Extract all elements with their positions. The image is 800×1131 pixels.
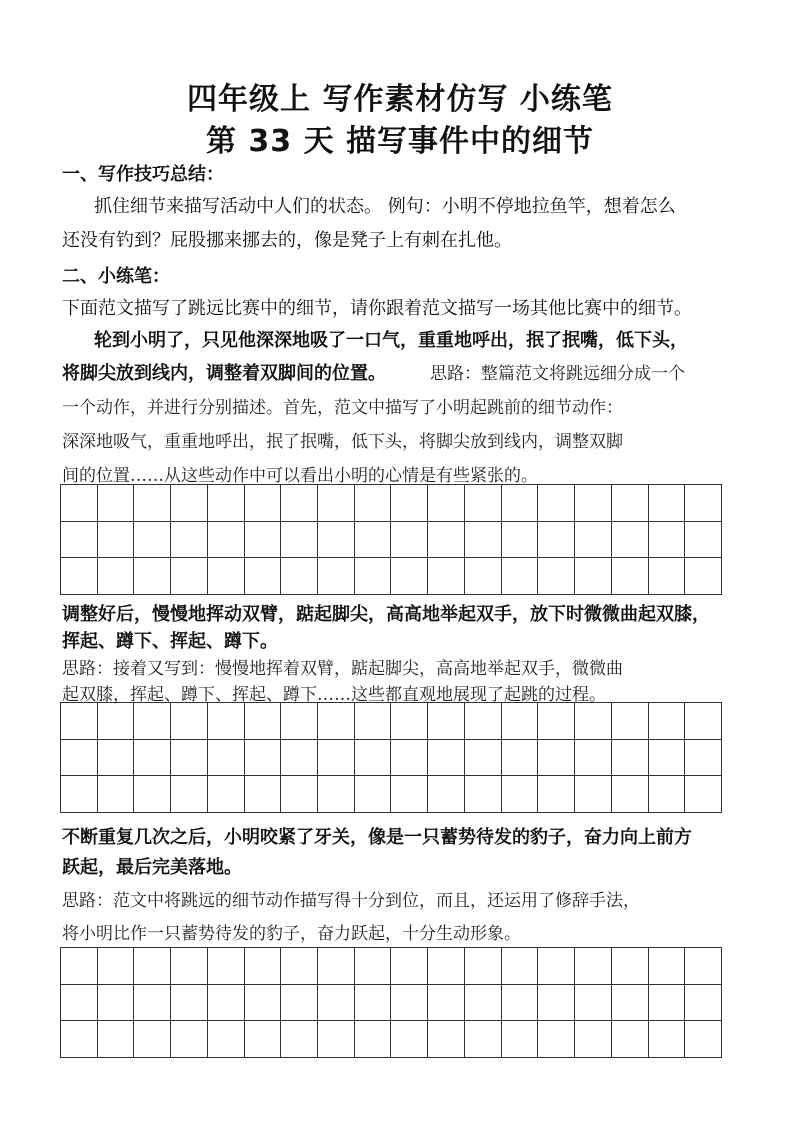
section-heading-tips: 一、写作技巧总结：	[62, 164, 224, 185]
grid-cell[interactable]	[391, 985, 428, 1022]
grid-cell[interactable]	[171, 703, 208, 740]
grid-cell[interactable]	[61, 948, 98, 985]
grid-cell[interactable]	[612, 522, 649, 559]
grid-cell[interactable]	[428, 1021, 465, 1058]
grid-cell[interactable]	[538, 1021, 575, 1058]
grid-cell[interactable]	[612, 776, 649, 813]
grid-cell[interactable]	[134, 985, 171, 1022]
grid-cell[interactable]	[502, 985, 539, 1022]
grid-cell[interactable]	[391, 485, 428, 522]
grid-cell[interactable]	[391, 522, 428, 559]
grid-cell[interactable]	[612, 558, 649, 595]
grid-cell[interactable]	[465, 776, 502, 813]
grid-cell[interactable]	[575, 1021, 612, 1058]
grid-cell[interactable]	[502, 485, 539, 522]
grid-cell[interactable]	[502, 948, 539, 985]
grid-cell[interactable]	[575, 703, 612, 740]
passage3-line1: 不断重复几次之后，小明咬紧了牙关，像是一只蓄势待发的豹子，奋力向上前方	[62, 827, 692, 848]
grid-cell[interactable]	[98, 985, 135, 1022]
grid-cell[interactable]	[355, 985, 392, 1022]
grid-cell[interactable]	[575, 522, 612, 559]
grid-cell[interactable]	[685, 948, 722, 985]
grid-cell[interactable]	[134, 1021, 171, 1058]
passage1-hint-line3: 深深地吸气，重重地呼出，抿了抿嘴，低下头，将脚尖放到线内，调整双脚	[62, 432, 623, 452]
grid-cell[interactable]	[502, 776, 539, 813]
grid-cell[interactable]	[538, 485, 575, 522]
grid-cell[interactable]	[355, 703, 392, 740]
grid-cell[interactable]	[649, 703, 686, 740]
grid-cell[interactable]	[465, 558, 502, 595]
grid-cell[interactable]	[318, 1021, 355, 1058]
grid-cell[interactable]	[649, 776, 686, 813]
grid-cell[interactable]	[502, 522, 539, 559]
grid-cell[interactable]	[428, 740, 465, 777]
grid-cell[interactable]	[98, 703, 135, 740]
grid-cell[interactable]	[171, 558, 208, 595]
grid-cell[interactable]	[171, 740, 208, 777]
grid-cell[interactable]	[465, 485, 502, 522]
grid-cell[interactable]	[98, 740, 135, 777]
grid-cell[interactable]	[391, 948, 428, 985]
grid-cell[interactable]	[171, 1021, 208, 1058]
grid-cell[interactable]	[134, 703, 171, 740]
grid-cell[interactable]	[355, 776, 392, 813]
grid-cell[interactable]	[391, 558, 428, 595]
grid-cell[interactable]	[61, 776, 98, 813]
grid-cell[interactable]	[612, 948, 649, 985]
grid-cell[interactable]	[245, 948, 282, 985]
passage1-line1: 轮到小明了，只见他深深地吸了一口气，重重地呼出，抿了抿嘴，低下头，	[94, 330, 688, 351]
grid-cell[interactable]	[575, 558, 612, 595]
grid-cell[interactable]	[649, 1021, 686, 1058]
page-subtitle: 第 33 天 描写事件中的细节	[205, 124, 595, 159]
grid-cell[interactable]	[685, 522, 722, 559]
grid-cell[interactable]	[61, 703, 98, 740]
grid-cell[interactable]	[171, 522, 208, 559]
grid-cell[interactable]	[465, 1021, 502, 1058]
grid-cell[interactable]	[428, 522, 465, 559]
grid-cell[interactable]	[538, 703, 575, 740]
grid-cell[interactable]	[171, 776, 208, 813]
grid-cell[interactable]	[208, 1021, 245, 1058]
grid-cell[interactable]	[428, 558, 465, 595]
grid-cell[interactable]	[318, 558, 355, 595]
grid-cell[interactable]	[134, 948, 171, 985]
passage1-hint-line2: 一个动作，并进行分别描述。首先，范文中描写了小明起跳前的细节动作：	[62, 398, 623, 418]
grid-cell[interactable]	[281, 558, 318, 595]
passage1-line2: 将脚尖放到线内，调整着双脚间的位置。	[62, 363, 386, 384]
grid-cell[interactable]	[649, 985, 686, 1022]
grid-cell[interactable]	[612, 703, 649, 740]
grid-cell[interactable]	[538, 948, 575, 985]
grid-cell[interactable]	[318, 985, 355, 1022]
grid-cell[interactable]	[575, 948, 612, 985]
section-heading-practice: 二、小练笔：	[62, 266, 170, 287]
grid-cell[interactable]	[685, 985, 722, 1022]
grid-cell[interactable]	[61, 740, 98, 777]
writing-grid-1[interactable]	[60, 484, 722, 595]
grid-cell[interactable]	[245, 703, 282, 740]
passage3-line2: 跃起，最后完美落地。	[62, 857, 242, 878]
tips-paragraph-line2: 还没有钓到？屁股挪来挪去的，像是凳子上有刺在扎他。	[62, 230, 512, 251]
grid-cell[interactable]	[355, 740, 392, 777]
grid-cell[interactable]	[355, 485, 392, 522]
writing-grid-3[interactable]	[60, 947, 722, 1058]
grid-cell[interactable]	[61, 485, 98, 522]
grid-cell[interactable]	[134, 485, 171, 522]
grid-cell[interactable]	[281, 985, 318, 1022]
grid-cell[interactable]	[465, 948, 502, 985]
grid-cell[interactable]	[61, 522, 98, 559]
passage2-hint-line2: 起双膝，挥起、蹲下、挥起、蹲下……这些都直观地展现了起跳的过程。	[62, 685, 606, 705]
grid-cell[interactable]	[538, 985, 575, 1022]
grid-cell[interactable]	[98, 776, 135, 813]
grid-cell[interactable]	[538, 776, 575, 813]
grid-cell[interactable]	[281, 776, 318, 813]
grid-cell[interactable]	[171, 985, 208, 1022]
grid-cell[interactable]	[428, 776, 465, 813]
grid-cell[interactable]	[465, 703, 502, 740]
grid-cell[interactable]	[649, 522, 686, 559]
grid-cell[interactable]	[281, 703, 318, 740]
grid-cell[interactable]	[98, 948, 135, 985]
grid-cell[interactable]	[685, 740, 722, 777]
grid-cell[interactable]	[649, 740, 686, 777]
grid-cell[interactable]	[502, 703, 539, 740]
grid-cell[interactable]	[575, 740, 612, 777]
grid-cell[interactable]	[134, 522, 171, 559]
grid-cell[interactable]	[612, 1021, 649, 1058]
practice-intro: 下面范文描写了跳远比赛中的细节，请你跟着范文描写一场其他比赛中的细节。	[62, 298, 692, 319]
grid-cell[interactable]	[575, 985, 612, 1022]
grid-cell[interactable]	[245, 522, 282, 559]
grid-cell[interactable]	[245, 485, 282, 522]
grid-cell[interactable]	[538, 558, 575, 595]
grid-cell[interactable]	[318, 740, 355, 777]
grid-cell[interactable]	[428, 985, 465, 1022]
grid-cell[interactable]	[391, 740, 428, 777]
grid-cell[interactable]	[391, 776, 428, 813]
grid-cell[interactable]	[281, 740, 318, 777]
passage2-line2: 挥起、蹲下、挥起、蹲下。	[62, 631, 278, 652]
grid-cell[interactable]	[612, 985, 649, 1022]
grid-cell[interactable]	[649, 485, 686, 522]
grid-cell[interactable]	[208, 558, 245, 595]
grid-cell[interactable]	[134, 776, 171, 813]
passage3-hint-line2: 将小明比作一只蓄势待发的豹子，奋力跃起，十分生动形象。	[62, 924, 521, 944]
grid-cell[interactable]	[318, 948, 355, 985]
grid-cell[interactable]	[208, 740, 245, 777]
grid-cell[interactable]	[245, 740, 282, 777]
grid-cell[interactable]	[649, 558, 686, 595]
tips-paragraph-line1: 抓住细节来描写活动中人们的状态。 例句：小明不停地拉鱼竿，想着怎么	[94, 196, 676, 217]
grid-cell[interactable]	[391, 1021, 428, 1058]
passage2-line1: 调整好后，慢慢地挥动双臂，踮起脚尖，高高地举起双手，放下时微微曲起双膝，	[62, 604, 710, 625]
grid-cell[interactable]	[355, 1021, 392, 1058]
grid-cell[interactable]	[355, 522, 392, 559]
grid-cell[interactable]	[245, 776, 282, 813]
grid-cell[interactable]	[502, 1021, 539, 1058]
grid-cell[interactable]	[685, 703, 722, 740]
grid-cell[interactable]	[318, 485, 355, 522]
grid-cell[interactable]	[281, 485, 318, 522]
grid-cell[interactable]	[428, 485, 465, 522]
grid-cell[interactable]	[98, 485, 135, 522]
grid-cell[interactable]	[98, 522, 135, 559]
grid-cell[interactable]	[134, 558, 171, 595]
passage1-hint-line4: 间的位置……从这些动作中可以看出小明的心情是有些紧张的。	[62, 466, 538, 486]
grid-cell[interactable]	[685, 485, 722, 522]
grid-cell[interactable]	[318, 703, 355, 740]
grid-cell[interactable]	[685, 776, 722, 813]
grid-cell[interactable]	[281, 1021, 318, 1058]
passage1-hint-inline: 思路：整篇范文将跳远细分成一个	[430, 364, 685, 384]
passage3-hint-line1: 思路：范文中将跳远的细节动作描写得十分到位，而且，还运用了修辞手法，	[62, 891, 640, 911]
grid-cell[interactable]	[245, 558, 282, 595]
grid-cell[interactable]	[649, 948, 686, 985]
grid-cell[interactable]	[502, 740, 539, 777]
grid-cell[interactable]	[245, 985, 282, 1022]
grid-cell[interactable]	[465, 740, 502, 777]
passage2-hint-line1: 思路：接着又写到：慢慢地挥着双臂，踮起脚尖，高高地举起双手，微微曲	[62, 659, 623, 679]
grid-cell[interactable]	[575, 776, 612, 813]
grid-cell[interactable]	[208, 776, 245, 813]
grid-cell[interactable]	[318, 522, 355, 559]
grid-cell[interactable]	[428, 948, 465, 985]
grid-cell[interactable]	[612, 740, 649, 777]
grid-cell[interactable]	[465, 985, 502, 1022]
grid-cell[interactable]	[538, 522, 575, 559]
grid-cell[interactable]	[61, 558, 98, 595]
grid-cell[interactable]	[98, 1021, 135, 1058]
grid-cell[interactable]	[208, 985, 245, 1022]
grid-cell[interactable]	[502, 558, 539, 595]
grid-cell[interactable]	[318, 776, 355, 813]
grid-cell[interactable]	[61, 985, 98, 1022]
grid-cell[interactable]	[208, 703, 245, 740]
grid-cell[interactable]	[355, 948, 392, 985]
grid-cell[interactable]	[685, 558, 722, 595]
grid-cell[interactable]	[245, 1021, 282, 1058]
grid-cell[interactable]	[134, 740, 171, 777]
grid-cell[interactable]	[171, 485, 208, 522]
grid-cell[interactable]	[355, 558, 392, 595]
grid-cell[interactable]	[208, 522, 245, 559]
grid-cell[interactable]	[465, 522, 502, 559]
grid-cell[interactable]	[281, 948, 318, 985]
grid-cell[interactable]	[281, 522, 318, 559]
grid-cell[interactable]	[208, 948, 245, 985]
writing-grid-2[interactable]	[60, 702, 722, 813]
grid-cell[interactable]	[208, 485, 245, 522]
grid-cell[interactable]	[98, 558, 135, 595]
grid-cell[interactable]	[391, 703, 428, 740]
grid-cell[interactable]	[575, 485, 612, 522]
grid-cell[interactable]	[685, 1021, 722, 1058]
grid-cell[interactable]	[171, 948, 208, 985]
grid-cell[interactable]	[538, 740, 575, 777]
grid-cell[interactable]	[612, 485, 649, 522]
grid-cell[interactable]	[61, 1021, 98, 1058]
grid-cell[interactable]	[428, 703, 465, 740]
page-title: 四年级上 写作素材仿写 小练笔	[187, 82, 613, 117]
